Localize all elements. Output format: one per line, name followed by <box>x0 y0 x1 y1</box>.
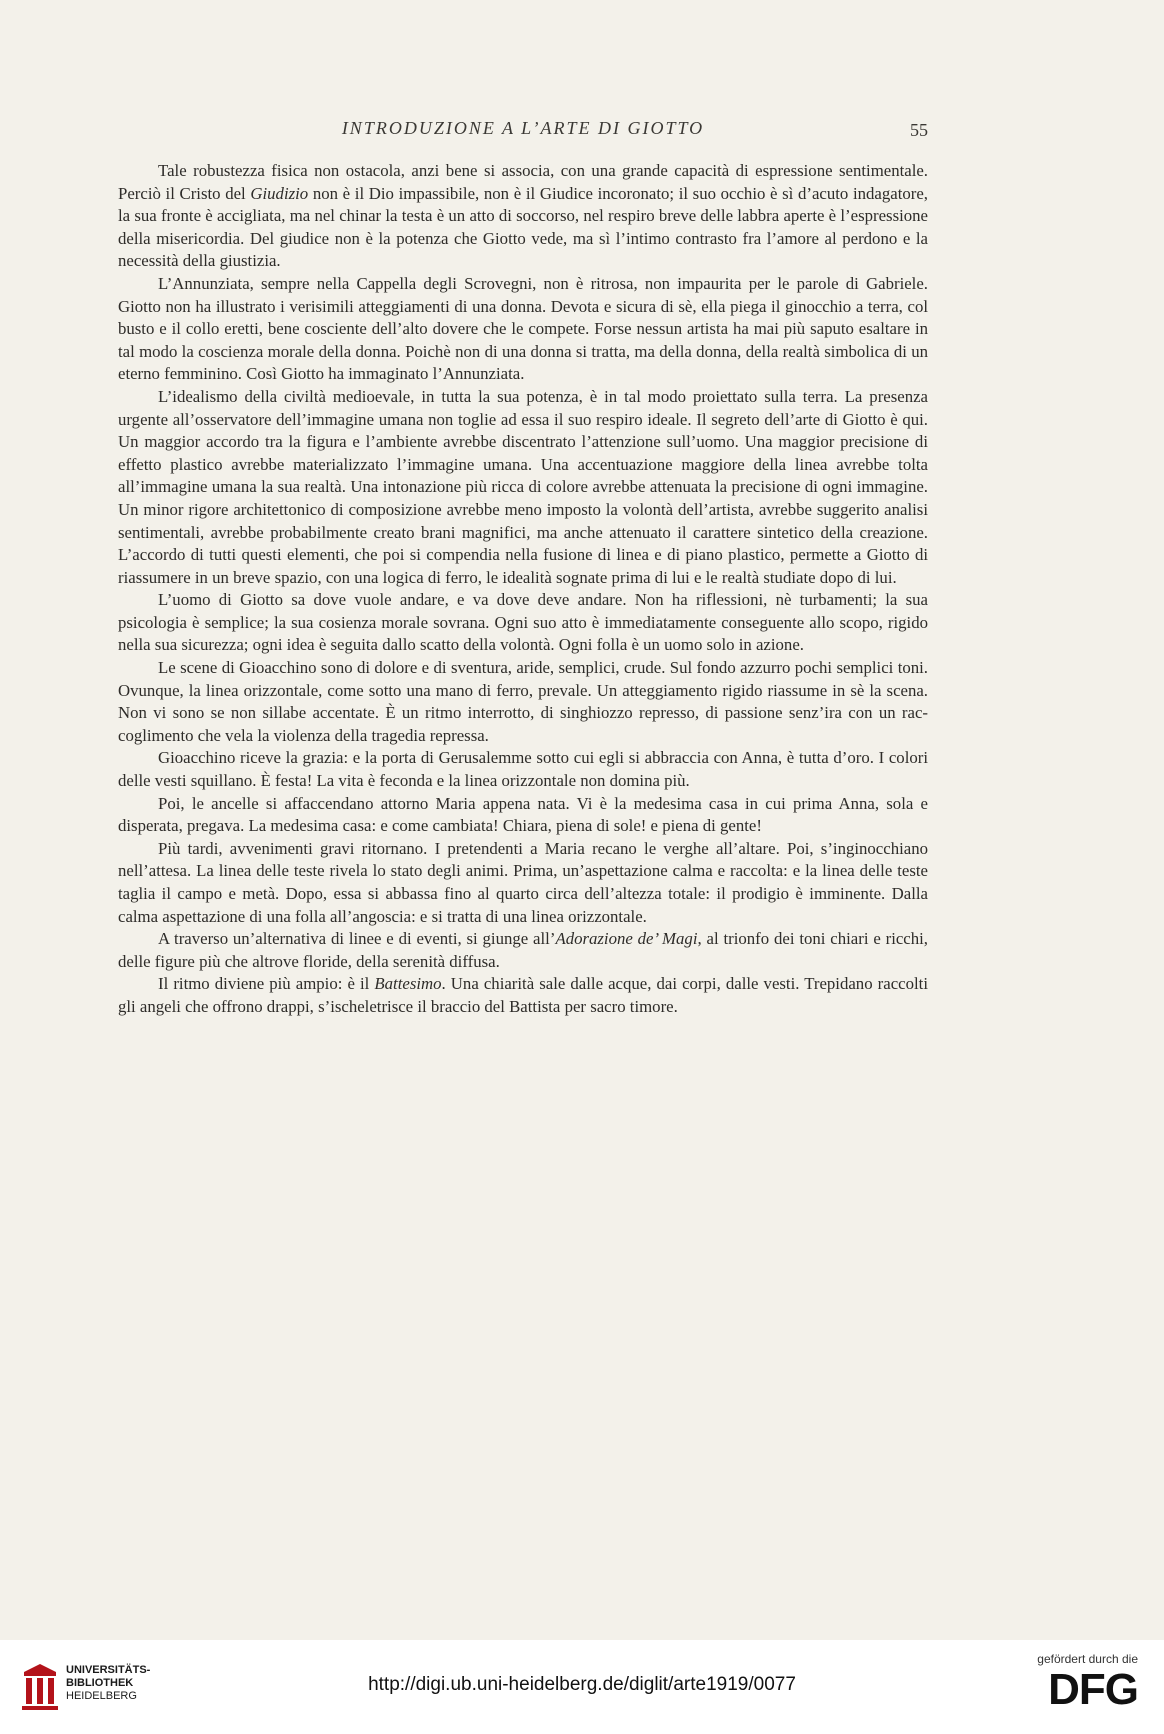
running-title: INTRODUZIONE A L’ARTE DI GIOTTO <box>341 118 705 138</box>
paragraph-text: Il ritmo diviene più ampio: è il <box>158 974 375 994</box>
library-name-line: BIBLIOTHEK <box>66 1677 134 1689</box>
library-name-line: UNIVERSITÄTS- <box>66 1664 151 1676</box>
paragraph-text: A traverso un’alternativa di linee e di eventi, si giunge all’ <box>158 929 556 949</box>
page-number: 55 <box>910 120 928 140</box>
paragraph-text: non è il Dio impassibile, non è il Giudice incoronato; il suo occhio è sì d’acuto indagatore, la sua fronte è accigliata, ma nel chinar la testa è un atto di soccorso, nel respiro breve delle labbra aperte è l’espressione della misericordia. Del giudice non è la potenza che Giotto vede, ma sì l’intimo contrasto fra l’amore al perdono e la necessità della giustizia. <box>118 183 928 271</box>
paragraph-1 <box>118 160 928 273</box>
italic-title: Adorazione de’ Magi <box>555 929 698 949</box>
paragraph-4: L’uomo di Giotto sa dove vuole andare, e va dove deve andare. Non ha riflessioni, nè turbamenti; la sua psicologia è semplice; la sua cosienza morale sovrana. Ogni suo atto è immediatamente conseguente allo scopo, rigido nella sua sicurezza; ogni idea è seguita dallo scatto della volontà. Ogni folla è un uomo solo in azione. <box>118 590 928 655</box>
paragraph-text: . Una chiarità sale dalle acque, dai corpi, dalle vesti. Trepidano raccolti gli angeli che offrono drappi, s’ischeletrisce il braccio del Battista per sacro timore. <box>118 974 928 1016</box>
paragraph-3: L’idealismo della civiltà medioevale, in tutta la sua potenza, è in tal modo proiettato sulla terra. La presenza urgente all’osservatore dell’immagine umana non toglie ad essa il suo respiro ideale. Il segreto dell’arte di Giotto è qui. Un maggior accordo tra la figura e l’ambiente avrebbe discentrato l’attenzione sull’uomo. Una maggior precisione di effetto plastico avrebbe materializzato l’immagine umana. Una accentuazione maggiore della linea avrebbe tolta all’immagine umana la sua realtà. Una intonazione più ricca di colore avrebbe attenuata la precisione di ogni immagine. Un minor rigore architettonico di composizione avrebbe meno imposto la volontà dell’artista, avrebbe suggerito analisi sentimentali, avrebbe probabilmente creato brani magnifici, ma anche attenuato il carattere sintetico della creazione. L’accordo di tutti questi elementi, che poi si compendia nella fusione di linea e di piano plastico, permette a Giotto di riassumere in un breve spazio, con una logica di ferro, le idealità sognate prima di lui e le realtà studiate dopo di lui. <box>118 386 928 587</box>
paragraph-5: Le scene di Gioacchino sono di dolore e di sventura, aride, semplici, crude. Sul fondo azzurro pochi semplici toni. Ovunque, la linea orizzontale, come sotto una mano di ferro, prevale. Un atteggiamento rigido riassume in sè la scena. Non vi sono se non sillabe accentate. È un ritmo interrotto, di singhiozzo represso, di passione senz’ira con un raccoglimento che vela la violenza della tragedia repressa. <box>118 658 928 745</box>
italic-title: Battesimo <box>374 974 442 994</box>
paragraph-9 <box>118 928 928 973</box>
body-text <box>118 160 928 1019</box>
viewer-footer <box>0 1640 1164 1734</box>
paragraph-text: Tale robustezza fisica non ostacola, anzi bene si associa, con una grande capacità di espressione sentimentale. Perciò il Cristo del <box>118 161 928 203</box>
dfg-logo-icon: DFG <box>1048 1665 1138 1714</box>
italic-title: Giudizio <box>250 183 309 203</box>
paragraph-text: , al trionfo dei toni chiari e ricchi, delle figure più che altrove floride, della serenità diffusa. <box>118 929 929 971</box>
funder-logo[interactable] <box>1008 1652 1138 1712</box>
paragraph-10 <box>118 973 928 1018</box>
paragraph-8: Più tardi, avvenimenti gravi ritornano. I pretendenti a Maria recano le verghe all’altare. Poi, s’inginocchiano nell’attesa. La linea delle teste rivela lo stato degli animi. Prima, un’aspettazione calma e raccolta: e la linea delle teste taglia il campo e metà. Dopo, essa si abbassa fino al quarto circa dell’altezza totale: il prodigio è imminente. Dalla calma aspettazione di una folla all’angoscia: e si tratta di una linea orizzontale. <box>118 838 928 926</box>
paragraph-6: Gioacchino riceve la grazia: e la porta di Gerusalemme sotto cui egli si abbraccia con Anna, è tutta d’oro. I colori delle vesti squillano. È festa! La vita è feconda e la linea orizzontale non domina più. <box>118 748 928 791</box>
permalink-url[interactable]: http://digi.ub.uni-heidelberg.de/diglit/arte1919/0077 <box>368 1674 796 1695</box>
library-name-line: HEIDELBERG <box>66 1690 137 1702</box>
page-header <box>118 118 928 148</box>
funding-caption: gefördert durch die <box>1037 1652 1138 1666</box>
paragraph-2: L’Annunziata, sempre nella Cappella degli Scrovegni, non è ritrosa, non impaurita per le parole di Gabriele. Giotto non ha illustrato i verisimili atteggiamenti di una donna. Devota e sicura di sè, ella piega il ginocchio a terra, col busto e il collo eretti, bene cosciente dell’alto dovere che le compete. Forse nessun artista ha mai più saputo esaltare in tal modo la coscienza morale della donna. Poichè non di una donna si tratta, ma della donna, della realtà simbolica di un eterno femminino. Così Giotto ha immaginato l’Annunziata. <box>118 273 928 384</box>
paragraph-7: Poi, le ancelle si affaccendano attorno Maria appena nata. Vi è la medesima casa in cui prima Anna, sola e disperata, pregava. La medesima casa: e come cambiata! Chiara, piena di sole! e piena di gente! <box>118 793 928 836</box>
